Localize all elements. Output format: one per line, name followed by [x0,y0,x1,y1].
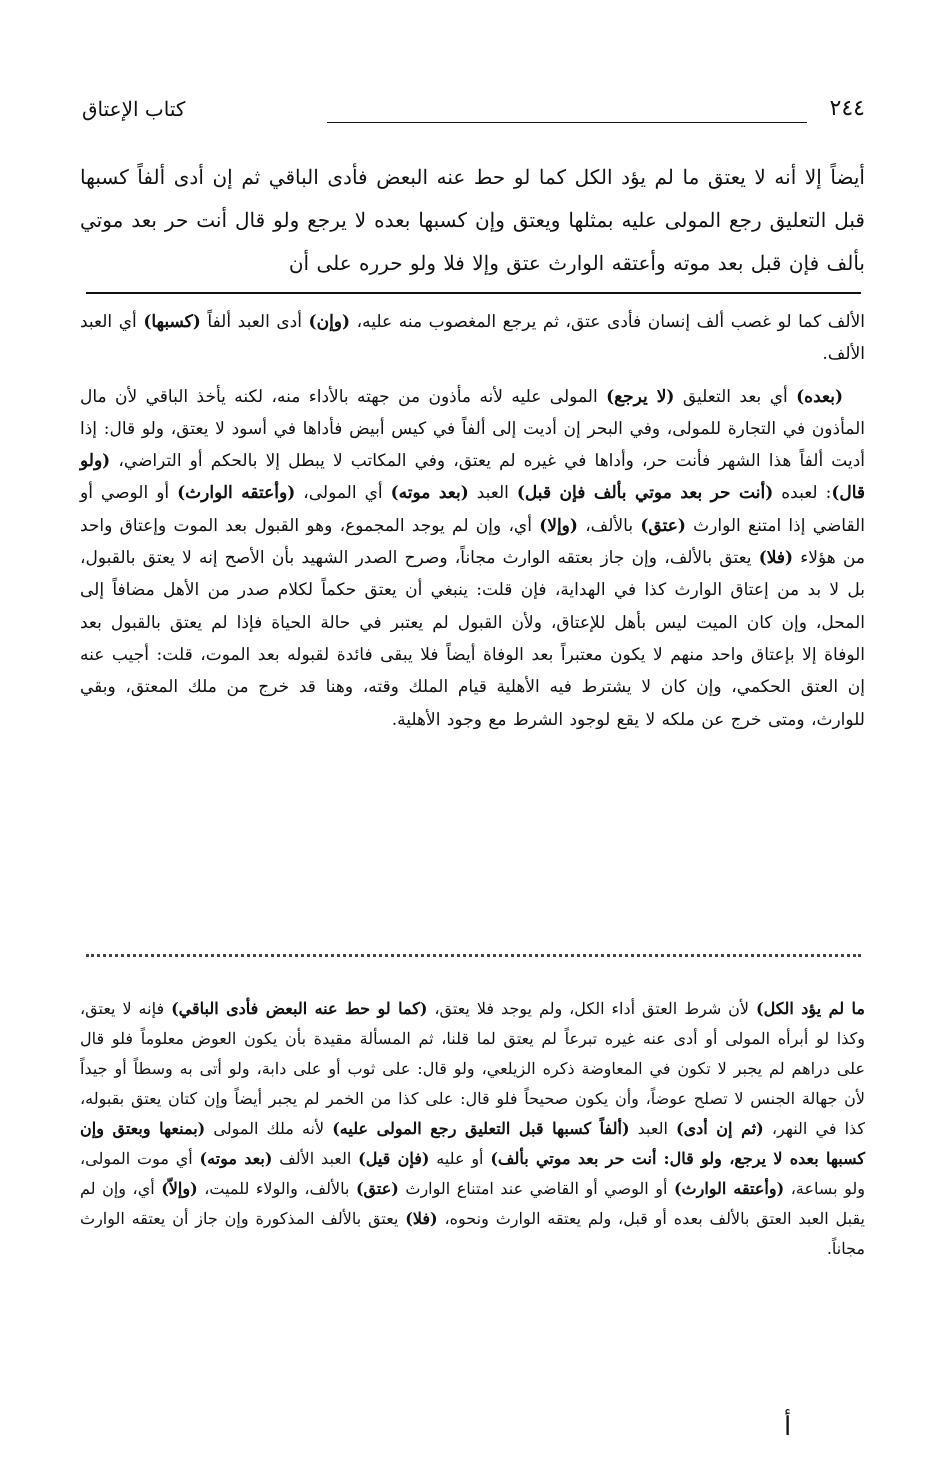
commentary-quote: (وإن) [308,312,351,332]
footnote-separator [86,954,861,957]
commentary-quote: (أنت حر بعد موتي بألف فإن قبل) [516,483,774,504]
signature-mark: أ [784,1412,792,1442]
page-header [82,94,865,134]
main-text: أيضاً إلا أنه لا يعتق ما لم يؤد الكل كما لو حط عنه البعض فأدى الباقي ثم إن أدى ألفاً كسبها قبل التعليق رجع المولى عليه بمثلها ويعتق وإن كسبها بعده لا يرجع ولو قال أنت حر بعد موتي بألف فإن قبل بعد موته وأعتقه الوارث عتق وإلا فلا ولو حرره على أن [80,165,865,275]
footnote-text: بالألف، والولاء للميت، [197,1179,356,1198]
footnote-text: لأنه ملك المولى [205,1119,333,1138]
footnote-text: أو الوصي أو القاضي عند امتناع الوارث [398,1179,674,1198]
header-rule [327,122,807,123]
footnote-quote: (ثم إن أدى) [676,1119,764,1138]
footnote-quote: (بمنعها وبعتق وإن كسبها بعده لا يرجع، ولو قال: أنت حر بعد موتي بألف) [80,1119,866,1168]
commentary-text: أي المولى، [295,483,391,504]
footnote-quote: (وأعتقه الوارث) [673,1179,785,1198]
footnote-paragraph [80,994,865,1264]
footnote-text: يعتق بالألف المذكورة وإن جاز أن يعتقه الوارث مجاناً. [80,1209,865,1258]
commentary [80,306,865,736]
footnote-quote: (عتق) [355,1179,399,1198]
commentary-text: يعتق بالألف، وإن جاز بعتقه الوارث مجاناً، وصرح الصدر الشهيد بأن الأصح إنه لا يعتق بالقبول، بل لا بد من إعتاق الوارث كذا في الهداية، فإن قلت: ينبغي أن يعتق حكماً لكلام صدر من الأهل مضافاً إلى المحل، وإن كان الميت ليس بأهل للإعتاق، ولأن القبول لم يعتبر في حالة الحياة فإذا لم يعتق بالقبول بعد الوفاة إلا بإعتاق واحد منهم لا يكون معتبراً بعد الوفاة أيضاً فلا يبقى فائدة لقبوله بعد الموت، قلت: أجيب عنه إن العتق الحكمي، وإن كان لا يشترط فيه الأهلية قيام الملك وقته، وهنا قد خرج من ملك المعتق، وبقي للوارث، ومتى خرج عن ملكه لا يقع لوجود الشرط مع وجود الأهلية. [80,548,866,730]
commentary-quote: (وأعتقه الوارث) [177,483,296,504]
footnote-text: أو عليه [429,1149,491,1168]
commentary-quote: (لا يرجع) [606,386,675,407]
commentary-text: الألف كما لو غصب ألف إنسان فأدى عتق، ثم يرجع المغصوب منه عليه، [350,312,865,332]
commentary-quote: (بعد موته) [390,483,469,504]
commentary-text: أي بعد التعليق [674,386,797,407]
commentary-quote: (بعده) [796,386,843,407]
footnote-quote: (كما لو حط عنه البعض فأدى الباقي) [171,999,428,1018]
main-text-divider [86,292,861,294]
commentary-text: أدى العبد ألفاً [200,312,309,332]
book-title: كتاب الإعتاق [82,97,186,121]
commentary-quote: (عتق) [640,515,686,536]
commentary-quote: (فلا) [758,548,794,569]
commentary-quote: (وإلا) [539,515,578,536]
commentary-text: العبد [468,483,517,504]
footnote-quote: (فإن قيل) [358,1149,430,1168]
commentary-text: أو الوصي أو القاضي إذا امتنع الوارث [80,483,865,536]
footnote-text: أي، وإن لم يقبل العبد العتق بالألف بعده أو قبل، ولم يعتقه الوارث ونحوه، [80,1179,866,1228]
commentary-quote: (ولو قال) [80,451,866,504]
commentary-quote: (كسبها) [143,312,201,332]
commentary-text: : لعبده [773,483,832,504]
page-number: ٢٤٤ [829,96,865,121]
footnote-text: العبد الألف [272,1149,359,1168]
commentary-text: بالألف، [577,515,641,536]
footnote-quote: (ألفاً كسبها قبل التعليق رجع المولى عليه) [332,1119,630,1138]
commentary-paragraph-2 [80,381,865,736]
footnote-text: العبد [629,1119,677,1138]
commentary-text: أي العبد الألف. [80,312,865,365]
commentary-text: المولى عليه لأنه مأذون من جهته بالأداء منه، لكنه يأخذ الباقي لأن مال المأذون في التجارة للمولى، وفي البحر إن أديت إلى ألفاً في كيس أبيض فأداها في أسود لا يعتق، ولو قال: إذا أديت ألفاً هذا الشهر فأنت حر، وأداها في غيره لم يعتق، وفي المكاتب لا يبطل إلا بالحكم أو التراضي، [80,386,865,472]
footnote-quote: (وإلاّ) [161,1179,198,1198]
footnote-text: فإنه لا يعتق، وكذا لو أبرأه المولى أو أدى عنه غيره تبرعاً لم يعتق لما قلنا، ثم المسألة مقيدة بأن يكون العوض معلوماً فلو قال على دراهم لم يجبر لا تكون في المعاوضة ذكره الزيلعي، ولو قال: على ثوب أو على دابة، ولو أتى به وسطاً أو جيداً لأن جهالة الجنس لا تصلح عوضاً، وأن يكون صحيحاً فلو قال: على كذا من الخمر لم يجبر أيضاً وإن كتان يعتق بقبوله، كذا في النهر، [80,999,866,1138]
footnote-quote: (بعد موته) [199,1149,273,1168]
footnote [80,994,865,1264]
footnote-text: لأن شرط العتق أداء الكل، ولم يوجد فلا يعتق، [427,999,757,1018]
footnote-quote: (فلا) [405,1209,438,1228]
footnote-text: أي موت المولى، ولو بساعة، [80,1149,866,1198]
commentary-text: أي، وإن لم يوجد المجموع، وهو القبول بعد الموت وإعتاق واحد من هؤلاء [80,515,865,569]
footnote-quote: ما لم يؤد الكل) [756,999,865,1018]
commentary-paragraph-1 [80,306,865,371]
